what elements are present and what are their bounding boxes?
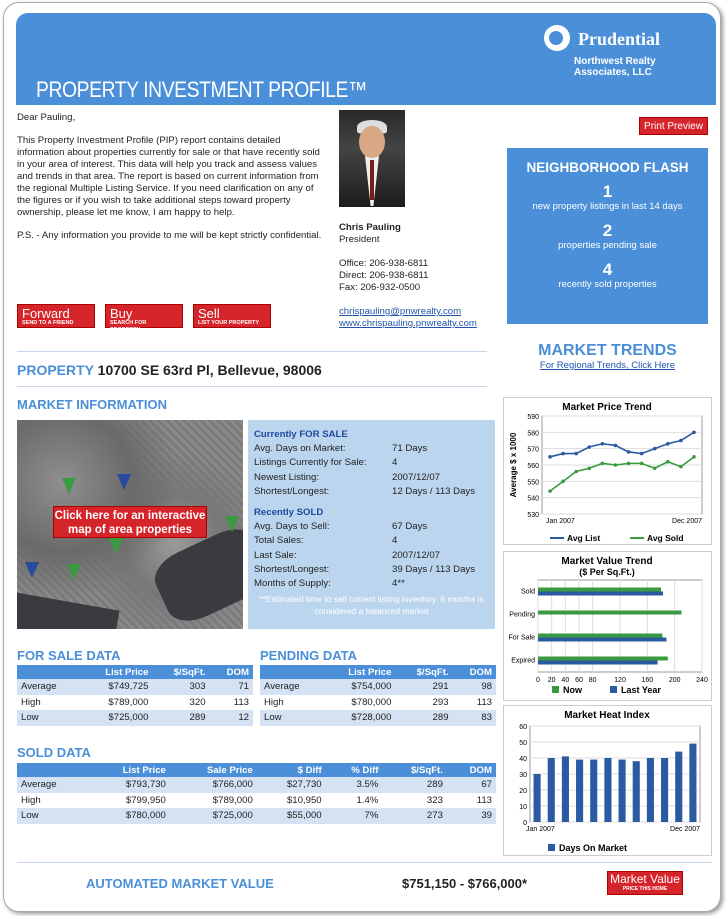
table-header-row xyxy=(17,763,496,777)
agent-name: Chris Pauling xyxy=(339,222,401,233)
table-cell: Low xyxy=(260,710,322,726)
table-cell: Low xyxy=(17,710,79,726)
y-axis-label: Average $ x 1000 xyxy=(509,432,518,498)
table-cell: 1.4% xyxy=(356,794,379,806)
x-tick-label: 60 xyxy=(575,677,583,684)
y-tick-label: 30 xyxy=(519,772,527,779)
table-cell: 83 xyxy=(453,710,496,726)
table-cell: $766,000 xyxy=(170,777,257,793)
page-title: PROPERTY INVESTMENT PROFILE™ xyxy=(36,77,367,102)
info-label: Avg. Days on Market: xyxy=(254,443,346,455)
data-point xyxy=(574,470,578,474)
map-pin-icon[interactable] xyxy=(67,564,81,580)
agent-fax: Fax: 206-932-0500 xyxy=(339,282,421,293)
sell-button[interactable] xyxy=(193,304,271,328)
table-cell: 113 xyxy=(476,696,492,708)
sell-label: Sell xyxy=(198,306,220,321)
x-tick-label: Dec 2007 xyxy=(670,826,700,833)
bar xyxy=(538,634,662,638)
table-cell: $780,000 xyxy=(87,808,170,824)
info-row xyxy=(254,442,489,456)
x-tick-label: 20 xyxy=(547,677,556,684)
flash-title: NEIGHBORHOOD FLASH xyxy=(526,160,689,175)
table-header-row xyxy=(17,665,253,679)
legend-label: Days On Market xyxy=(559,843,628,853)
info-value: 12 Days / 113 Days xyxy=(392,485,476,497)
data-point xyxy=(653,466,657,470)
bar xyxy=(604,758,611,822)
data-point xyxy=(548,455,552,459)
y-tick-label: 50 xyxy=(519,740,527,747)
table-cell: 303 xyxy=(152,679,209,695)
data-point xyxy=(587,445,591,449)
data-point xyxy=(653,447,657,451)
column-header xyxy=(17,763,87,777)
data-point xyxy=(614,444,618,448)
bar xyxy=(538,611,682,615)
bar xyxy=(590,760,597,822)
brand-sub2: Associates, LLC xyxy=(573,67,652,78)
table-header-row xyxy=(260,665,496,679)
bar xyxy=(619,760,626,822)
column-header: List Price xyxy=(79,665,152,679)
data-point xyxy=(574,452,578,456)
market-price-trend-chart xyxy=(503,397,712,545)
flash-count-pending: 2 xyxy=(602,221,613,240)
table-cell: $780,000 xyxy=(351,696,392,708)
bar xyxy=(633,761,640,822)
table-row xyxy=(260,695,496,711)
legend-label: Avg List xyxy=(567,533,601,543)
agent-contact xyxy=(339,222,489,330)
for-sale-table xyxy=(17,665,253,726)
info-value: 71 Days xyxy=(392,443,428,455)
data-point xyxy=(601,442,605,446)
map-pin-icon[interactable] xyxy=(225,516,239,532)
market-trends-title: MARKET TRENDS xyxy=(538,342,677,359)
table-cell: $749,725 xyxy=(79,679,152,695)
forward-sub: SEND TO A FRIEND xyxy=(22,320,74,326)
table-cell: 98 xyxy=(453,679,496,695)
category-label: Pending xyxy=(509,611,535,619)
column-header: DOM xyxy=(210,665,253,679)
table-cell: 67 xyxy=(447,777,496,793)
map-pin-icon[interactable] xyxy=(62,478,76,494)
data-point xyxy=(692,431,696,435)
info-value: 2007/12/07 xyxy=(392,471,441,483)
bar xyxy=(675,752,682,822)
y-tick-label: 570 xyxy=(527,446,539,454)
category-label: Expired xyxy=(511,657,535,665)
property-heading xyxy=(17,362,322,378)
table-cell: 323 xyxy=(426,794,443,806)
legend-label: Avg Sold xyxy=(647,533,684,543)
table-cell: Average xyxy=(17,777,87,793)
agent-title: President xyxy=(339,234,380,245)
table-cell: 12 xyxy=(210,710,253,726)
column-header: DOM xyxy=(453,665,496,679)
data-point xyxy=(640,462,644,466)
divider xyxy=(17,351,487,352)
info-value: 4 xyxy=(392,457,398,469)
data-point xyxy=(561,452,565,456)
bar xyxy=(538,661,658,665)
market-info-panel xyxy=(248,420,495,629)
bar xyxy=(538,592,663,596)
supply-note: **Estimated time to sell current listing inventory. 6 months is considered a balanced market xyxy=(259,594,484,617)
table-cell: 289 xyxy=(395,710,452,726)
flash-desc-sold: recently sold properties xyxy=(558,279,657,290)
column-header: % Diff xyxy=(326,763,383,777)
info-row xyxy=(254,563,489,577)
bar xyxy=(647,758,654,822)
market-info-title: MARKET INFORMATION xyxy=(17,397,167,412)
data-point xyxy=(587,466,591,470)
greeting: Dear Pauling, xyxy=(17,112,76,123)
pending-table xyxy=(260,665,496,726)
y-tick-label: 60 xyxy=(519,724,527,731)
table-cell: $725,000 xyxy=(79,710,152,726)
table-cell: 293 xyxy=(432,696,449,708)
for-sale-heading: Currently FOR SALE xyxy=(254,429,348,440)
table-row xyxy=(260,710,496,726)
x-tick-label: 200 xyxy=(668,677,681,684)
table-row xyxy=(17,695,253,711)
data-point xyxy=(679,439,683,443)
column-header: $ Diff xyxy=(257,763,326,777)
chart-subtitle: ($ Per Sq.Ft.) xyxy=(579,567,635,577)
table-cell: $793,730 xyxy=(87,777,170,793)
bar xyxy=(562,756,569,822)
divider xyxy=(17,862,712,863)
company-logo xyxy=(544,29,660,78)
table-cell: Low xyxy=(17,808,87,824)
x-tick-label: 160 xyxy=(641,677,654,684)
info-value: 2007/12/07 xyxy=(392,549,441,561)
bar xyxy=(661,758,668,822)
table-cell: 273 xyxy=(382,808,447,824)
legend-swatch xyxy=(610,686,617,693)
intro-letter xyxy=(17,112,329,253)
pending-title: PENDING DATA xyxy=(260,648,358,663)
buy-label: Buy xyxy=(110,306,133,321)
brand-name: Prudential xyxy=(544,29,660,50)
map-pin-icon[interactable] xyxy=(109,538,123,554)
data-point xyxy=(666,442,670,446)
sell-sub: LIST YOUR PROPERTY xyxy=(198,320,260,326)
y-tick-label: 540 xyxy=(527,495,539,503)
avm-label: AUTOMATED MARKET VALUE xyxy=(86,876,274,891)
table-cell: $789,000 xyxy=(108,696,149,708)
info-label: Shortest/Longest: xyxy=(254,563,330,575)
table-cell: $55,000 xyxy=(257,808,326,824)
agent-office: Office: 206-938-6811 xyxy=(339,258,429,269)
x-tick-label: 0 xyxy=(536,677,540,684)
data-point xyxy=(627,450,631,454)
table-cell: 291 xyxy=(395,679,452,695)
info-value: 67 Days xyxy=(392,521,428,533)
info-value: 39 Days / 113 Days xyxy=(392,563,476,575)
table-row xyxy=(17,808,496,824)
bar xyxy=(538,657,668,661)
x-tick-label: Dec 2007 xyxy=(672,518,702,525)
forward-button[interactable] xyxy=(17,304,95,328)
market-value-sub: PRICE THIS HOME xyxy=(622,886,668,892)
table-row xyxy=(17,710,253,726)
buy-sub: SEARCH FOR PROPERTY xyxy=(110,320,147,333)
chart-title: Market Heat Index xyxy=(564,710,650,721)
info-row xyxy=(254,577,489,591)
y-tick-label: 0 xyxy=(523,820,527,827)
table-cell: 289 xyxy=(152,710,209,726)
agent-photo xyxy=(339,110,405,207)
column-header: Sale Price xyxy=(170,763,257,777)
y-tick-label: 580 xyxy=(527,430,539,438)
agent-email-link[interactable]: chrispauling@pnwrealty.com xyxy=(339,306,462,317)
info-row xyxy=(254,485,489,499)
market-value-button[interactable] xyxy=(607,871,683,895)
data-point xyxy=(614,463,618,467)
property-address: 10700 SE 63rd Pl, Bellevue, 98006 xyxy=(97,362,322,378)
legend-label: Now xyxy=(563,685,582,695)
area-map[interactable] xyxy=(17,420,243,629)
bar xyxy=(689,744,696,822)
map-pin-icon[interactable] xyxy=(117,474,131,490)
column-header xyxy=(17,665,79,679)
legend-swatch xyxy=(548,844,555,851)
column-header xyxy=(260,665,322,679)
chart-title: Market Price Trend xyxy=(562,402,652,413)
table-cell: $27,730 xyxy=(257,777,326,793)
data-point xyxy=(548,489,552,493)
flash-desc-new: new property listings in last 14 days xyxy=(532,201,683,212)
table-row xyxy=(17,777,496,793)
agent-direct: Direct: 206-938-6811 xyxy=(339,270,429,281)
data-point xyxy=(666,460,670,464)
property-label: PROPERTY xyxy=(17,362,94,378)
sold-table xyxy=(17,763,496,824)
info-row xyxy=(254,456,489,470)
table-row xyxy=(17,679,253,695)
print-preview-button[interactable]: Print Preview xyxy=(639,117,708,135)
x-tick-label: 240 xyxy=(696,677,708,684)
buy-button[interactable] xyxy=(105,304,183,333)
bar xyxy=(534,774,541,822)
market-trends xyxy=(507,342,708,371)
table-cell: $728,000 xyxy=(322,710,395,726)
data-point xyxy=(627,462,631,466)
chart-title: Market Value Trend xyxy=(561,556,653,567)
y-tick-label: 40 xyxy=(519,756,527,763)
info-label: Newest Listing: xyxy=(254,471,320,483)
legend-label: Last Year xyxy=(621,685,661,695)
y-tick-label: 10 xyxy=(519,804,527,811)
letter-ps: P.S. - Any information you provide to me will be kept strictly confidential. xyxy=(17,230,322,241)
table-cell: Average xyxy=(17,679,79,695)
interactive-map-button[interactable]: Click here for an interactive map of area properties xyxy=(53,506,207,538)
letter-body: This Property Investment Profile (PIP) report contains detailed information about properties currently for sale or that have recently sold in your area of interest. This data will help you track and assess values and trends in that area. The report is based on current information from the regional Multiple Listing Service. If you need clarification on any of the figures or if you wish to take additional steps toward property ownership, please let me know, I am happy to help. xyxy=(17,135,320,218)
info-row xyxy=(254,471,489,485)
table-cell: 71 xyxy=(210,679,253,695)
table-cell: 320 xyxy=(189,696,206,708)
column-header: List Price xyxy=(87,763,170,777)
regional-trends-link[interactable]: For Regional Trends, Click Here xyxy=(539,360,676,371)
info-row xyxy=(254,534,489,548)
divider xyxy=(17,386,487,387)
info-value: 4 xyxy=(392,535,398,547)
table-cell: $799,950 xyxy=(125,794,166,806)
bar xyxy=(576,760,583,822)
info-label: Last Sale: xyxy=(254,549,297,561)
table-cell: $725,000 xyxy=(170,808,257,824)
column-header: $/SqFt. xyxy=(382,763,447,777)
y-tick-label: 560 xyxy=(527,463,539,470)
table-cell: $754,000 xyxy=(322,679,395,695)
table-cell: High xyxy=(21,794,41,806)
table-row xyxy=(17,793,496,809)
info-label: Shortest/Longest: xyxy=(254,485,330,497)
table-cell: $10,950 xyxy=(286,794,322,806)
x-tick-label: Jan 2007 xyxy=(526,826,555,833)
table-row xyxy=(260,679,496,695)
map-pin-icon[interactable] xyxy=(25,562,39,578)
avm-value: $751,150 - $766,000* xyxy=(402,876,528,891)
data-point xyxy=(640,452,644,456)
bar xyxy=(538,638,666,642)
x-tick-label: 120 xyxy=(614,677,626,684)
data-point xyxy=(601,462,605,466)
info-label: Listings Currently for Sale: xyxy=(254,457,367,469)
y-tick-label: 550 xyxy=(527,479,539,487)
for-sale-title: FOR SALE DATA xyxy=(17,648,121,663)
column-header: DOM xyxy=(447,763,496,777)
table-cell: 7% xyxy=(326,808,383,824)
market-value-label: Market Value xyxy=(610,872,680,886)
data-point xyxy=(561,480,565,484)
info-row xyxy=(254,520,489,534)
x-tick-label: 80 xyxy=(588,677,597,684)
market-value-trend-chart xyxy=(503,551,712,701)
table-cell: 113 xyxy=(476,794,492,806)
category-label: For Sale xyxy=(508,634,535,642)
agent-website-link[interactable]: www.chrispauling.pnwrealty.com xyxy=(339,318,477,329)
forward-label: Forward xyxy=(22,306,70,321)
sold-heading: Recently SOLD xyxy=(254,507,324,519)
x-tick-label: 40 xyxy=(561,677,570,684)
neighborhood-flash xyxy=(507,148,708,324)
y-tick-label: 530 xyxy=(527,512,539,519)
table-cell: Average xyxy=(260,679,322,695)
flash-desc-pending: properties pending sale xyxy=(558,240,657,251)
y-tick-label: 590 xyxy=(527,414,539,421)
header-banner xyxy=(16,13,716,105)
info-label: Avg. Days to Sell: xyxy=(254,521,330,533)
brand-sub1: Northwest Realty xyxy=(573,56,656,67)
action-buttons xyxy=(17,304,271,333)
column-header: $/SqFt. xyxy=(152,665,209,679)
x-tick-label: Jan 2007 xyxy=(546,518,575,525)
column-header: $/SqFt. xyxy=(395,665,452,679)
info-value: 4** xyxy=(392,578,405,590)
market-heat-index-chart xyxy=(503,705,712,856)
bar xyxy=(548,758,555,822)
category-label: Sold xyxy=(520,588,535,596)
legend-swatch xyxy=(552,686,559,693)
y-tick-label: 20 xyxy=(519,788,527,795)
table-cell: 39 xyxy=(447,808,496,824)
sold-title: SOLD DATA xyxy=(17,745,91,760)
table-cell: 3.5% xyxy=(326,777,383,793)
data-point xyxy=(679,465,683,469)
info-label: Months of Supply: xyxy=(254,578,331,590)
bar xyxy=(538,588,661,592)
table-cell: High xyxy=(21,696,41,708)
flash-count-new: 1 xyxy=(602,182,613,201)
info-label: Total Sales: xyxy=(254,535,304,547)
table-cell: High xyxy=(264,696,284,708)
data-point xyxy=(692,455,696,459)
info-row xyxy=(254,549,489,563)
table-cell: 113 xyxy=(233,696,249,708)
table-cell: $789,000 xyxy=(212,794,253,806)
column-header: List Price xyxy=(322,665,395,679)
flash-count-sold: 4 xyxy=(602,260,613,279)
table-cell: 289 xyxy=(382,777,447,793)
